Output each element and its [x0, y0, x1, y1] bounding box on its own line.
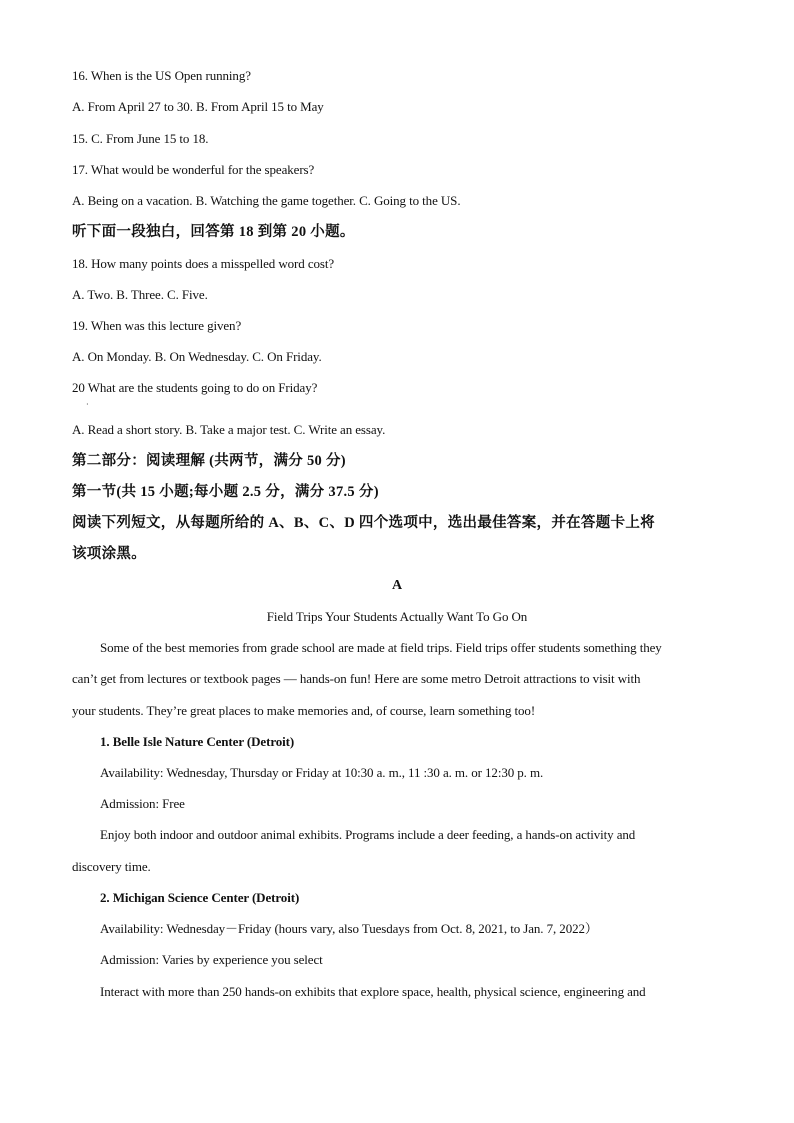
question-17: 17. What would be wonderful for the speakers?	[72, 162, 315, 177]
question-20-options: A. Read a short story. B. Take a major test. C. Write an essay.	[72, 422, 386, 437]
attraction-2-availability: Availability: Wednesday－Friday (hours vary, also Tuesdays from Oct. 8, 2021, to Jan. 7, 2022）	[100, 921, 598, 936]
question-17-options: A. Being on a vacation. B. Watching the game together. C. Going to the US.	[72, 193, 461, 208]
attraction-1-availability: Availability: Wednesday, Thursday or Friday at 10:30 a. m., 11 :30 a. m. or 12:30 p. m.	[100, 765, 544, 780]
attraction-2-admission: Admission: Varies by experience you select	[100, 952, 323, 967]
question-16-options-continued: 15. C. From June 15 to 18.	[72, 131, 209, 146]
question-16-options: A. From April 27 to 30. B. From April 15 to May	[72, 99, 324, 114]
reading-instruction-continued: 该项涂黑。	[72, 546, 146, 562]
attraction-1-admission: Admission: Free	[100, 796, 185, 811]
question-18-options: A. Two. B. Three. C. Five.	[72, 287, 208, 302]
passage-letter: A	[391, 578, 402, 593]
question-16: 16. When is the US Open running?	[72, 68, 251, 83]
attraction-1-description: Enjoy both indoor and outdoor animal exhibits. Programs include a deer feeding, a hands-on activity and	[100, 827, 636, 842]
question-19-options: A. On Monday. B. On Wednesday. C. On Friday.	[72, 349, 322, 364]
attraction-1-description-continued: discovery time.	[72, 859, 151, 874]
question-18: 18. How many points does a misspelled word cost?	[72, 256, 335, 271]
attraction-2-title: 2. Michigan Science Center (Detroit)	[100, 890, 300, 905]
intro-paragraph-line-3: your students. They’re great places to make memories and, of course, learn something too!	[72, 703, 536, 718]
reading-section-title: 第一节(共 15 小题;每小题 2.5 分，满分 37.5 分)	[72, 484, 379, 500]
question-20: 20 What are the students going to do on Friday?	[72, 380, 318, 395]
reading-part-title: 第二部分：阅读理解 (共两节，满分 50 分)	[72, 453, 346, 469]
reading-instruction: 阅读下列短文，从每题所给的 A、B、C、D 四个选项中，选出最佳答案，并在答题卡上将	[72, 515, 655, 531]
attraction-2-description: Interact with more than 250 hands-on exhibits that explore space, health, physical science, engineering and	[100, 984, 646, 999]
intro-paragraph-line-1: Some of the best memories from grade school are made at field trips. Field trips offer students something they	[100, 640, 662, 655]
listening-section-intro: 听下面一段独白，回答第 18 到第 20 小题。	[72, 224, 355, 240]
attraction-1-title: 1. Belle Isle Nature Center (Detroit)	[100, 734, 295, 749]
intro-paragraph-line-2: can’t get from lectures or textbook pages — hands-on fun! Here are some metro Detroit attractions to visit with	[72, 671, 641, 686]
question-19: 19. When was this lecture given?	[72, 318, 242, 333]
stray-dot-mark: ·	[86, 400, 89, 409]
passage-title: Field Trips Your Students Actually Want To Go On	[266, 609, 528, 624]
